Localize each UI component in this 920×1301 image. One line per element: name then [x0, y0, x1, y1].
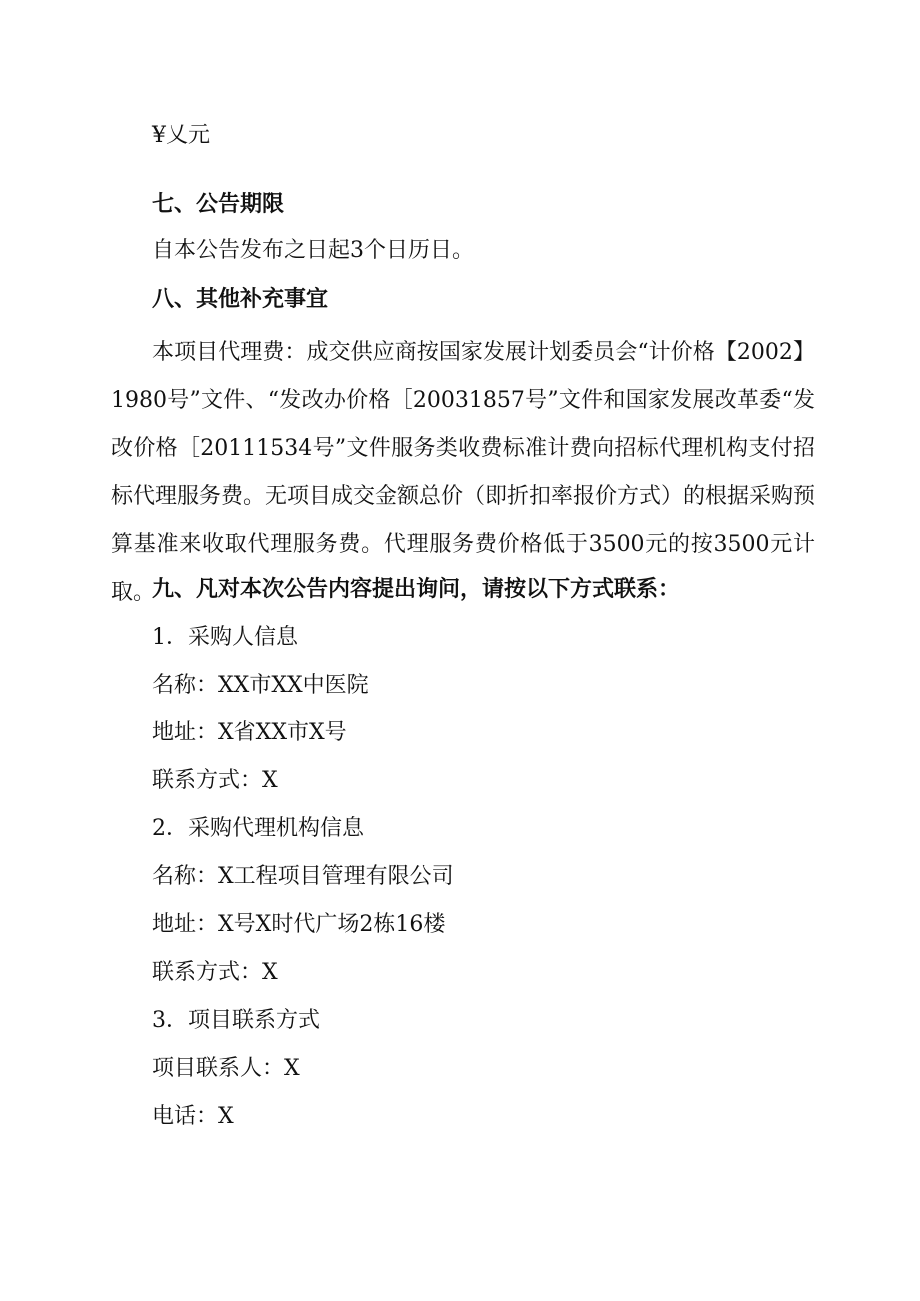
section-8-heading: 八、其他补充事宜: [152, 287, 329, 312]
project-contact-person: 项目联系人：X: [152, 1056, 300, 1081]
project-contact-phone: 电话：X: [152, 1104, 234, 1129]
section-9-heading: 九、凡对本次公告内容提出询问，请按以下方式联系：: [152, 577, 681, 602]
project-contact-title: 3．项目联系方式: [152, 1008, 320, 1033]
purchaser-title: 1．采购人信息: [152, 625, 298, 650]
section-8-body: 本项目代理费：成交供应商按国家发展计划委员会“计价格【2002】1980号”文件、“发改办价格［20031857号”文件和国家发展改革委“发改价格［20111534号”文件服务类收费标准计费向招标代理机构支付招标代理服务费。无项目成交金额总价（即折扣率报价方式）的根据采购预算基准来收取代理服务费。代理服务费价格低于3500元的按3500元计取。: [111, 340, 816, 605]
purchaser-address: 地址：X省XX市X号: [152, 720, 347, 745]
section-7-body: 自本公告发布之日起3个日历日。: [152, 238, 474, 263]
agency-address: 地址：X号X时代广场2栋16楼: [152, 912, 446, 937]
agency-name: 名称：X工程项目管理有限公司: [152, 864, 454, 889]
purchaser-name: 名称：XX市XX中医院: [152, 673, 369, 698]
amount-line: ¥乂元: [152, 123, 210, 148]
section-7-heading: 七、公告期限: [152, 192, 285, 217]
agency-contact: 联系方式：X: [152, 960, 278, 985]
purchaser-contact: 联系方式：X: [152, 768, 278, 793]
agency-title: 2．采购代理机构信息: [152, 816, 364, 841]
